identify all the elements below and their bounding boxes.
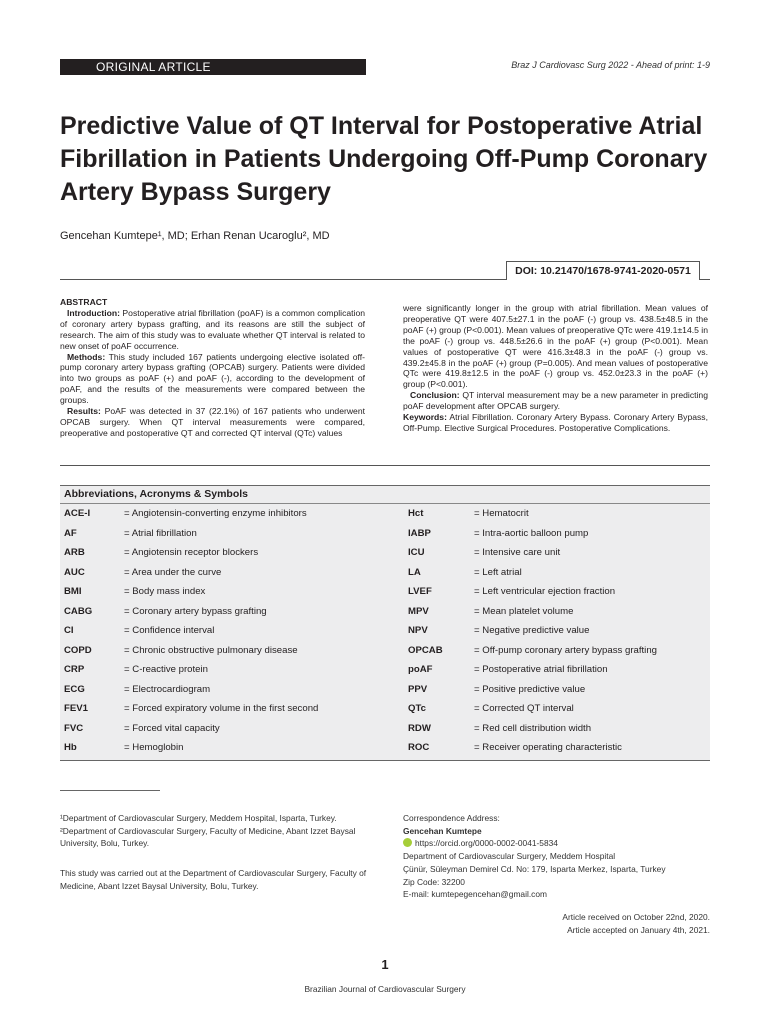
abbreviations-left-list: [64, 504, 394, 758]
abbreviation-row: [64, 660, 394, 680]
abbreviation-definition: = Positive predictive value: [474, 683, 586, 695]
abbreviation-term: ICU: [408, 547, 425, 558]
abbreviation-definition: = C-reactive protein: [124, 664, 208, 675]
abbreviation-row: [408, 602, 708, 622]
correspondence-block: [403, 812, 713, 901]
correspondence-department: Department of Cardiovascular Surgery, Meddem Hospital: [403, 851, 616, 862]
author-list: Gencehan Kumtepe¹, MD; Erhan Renan Ucaroglu², MD: [60, 230, 330, 242]
abbreviation-term: FEV1: [64, 703, 88, 714]
article-dates: [562, 911, 710, 937]
abbreviation-definition: = Chronic obstructive pulmonary disease: [124, 644, 298, 656]
correspondence-email[interactable]: E-mail: kumtepegencehan@gmail.com: [403, 889, 547, 900]
abbreviation-definition: = Negative predictive value: [474, 625, 590, 636]
abbreviation-row: [64, 641, 394, 661]
abstract-conclusion: Conclusion: QT interval measurement may be a new parameter in predicting poAF development after OPCAB surgery.: [403, 390, 708, 412]
abbreviation-row: [408, 660, 708, 680]
abbreviations-heading: Abbreviations, Acronyms & Symbols: [64, 488, 248, 500]
abbreviation-term: LVEF: [408, 586, 432, 597]
abbreviation-row: [408, 641, 708, 661]
abbreviation-term: RDW: [408, 722, 431, 734]
abbreviation-term: AUC: [64, 566, 85, 578]
abbreviation-definition: = Left ventricular ejection fraction: [474, 586, 616, 597]
affiliations: [60, 812, 370, 850]
abbreviation-term: Hct: [408, 508, 424, 519]
abbreviation-definition: = Hemoglobin: [124, 742, 184, 753]
orcid-icon: [403, 838, 412, 847]
title-line: Predictive Value of QT Interval for Postoperative Atrial: [60, 112, 703, 140]
accepted-date: Article accepted on January 4th, 2021.: [567, 925, 710, 935]
abstract-keywords: Keywords: Atrial Fibrillation. Coronary Artery Bypass. Coronary Artery Bypass, Off-Pump. Elective Surgical Procedures. Postoperative Complications.: [403, 412, 708, 433]
affiliation-1: ¹Department of Cardiovascular Surgery, Meddem Hospital, Isparta, Turkey.: [60, 813, 337, 823]
article-type-label: [60, 59, 366, 75]
abbreviation-term: QTc: [408, 703, 426, 714]
abbreviation-term: LA: [408, 566, 421, 578]
doi-link[interactable]: DOI: 10.21470/1678-9741-2020-0571: [506, 261, 700, 280]
abbreviation-term: CI: [64, 625, 74, 636]
abstract-divider: [60, 465, 710, 466]
abbreviation-term: ACE-I: [64, 508, 91, 519]
abbreviation-definition: = Forced vital capacity: [124, 722, 220, 734]
abbreviation-definition: = Area under the curve: [124, 566, 222, 578]
abbreviation-row: [64, 680, 394, 700]
abbreviation-term: CRP: [64, 664, 85, 675]
abbreviations-right-list: [408, 504, 708, 758]
abbreviation-definition: = Atrial fibrillation: [124, 527, 197, 539]
abbreviation-row: [408, 621, 708, 641]
abbreviation-term: poAF: [408, 664, 433, 675]
title-line: Artery Bypass Surgery: [60, 178, 331, 206]
abbreviation-term: MPV: [408, 605, 429, 617]
abbreviation-term: ARB: [64, 547, 85, 558]
abbreviation-row: [64, 699, 394, 719]
orcid-link[interactable]: https://orcid.org/0000-0002-0041-5834: [415, 838, 558, 849]
journal-reference: Braz J Cardiovasc Surg 2022 - Ahead of print: 1-9: [511, 60, 710, 70]
correspondence-address: Çünür, Süleyman Demirel Cd. No: 179, Isparta Merkez, Isparta, Turkey: [403, 863, 666, 874]
abbreviation-row: [64, 563, 394, 583]
abbreviation-row: [408, 719, 708, 739]
correspondence-zip: Zip Code: 32200: [403, 876, 465, 887]
abbreviation-definition: = Corrected QT interval: [474, 703, 574, 714]
abbreviation-term: OPCAB: [408, 644, 443, 656]
affiliation-2: ²Department of Cardiovascular Surgery, Faculty of Medicine, Abant Izzet Baysal University, Bolu, Turkey.: [60, 825, 356, 849]
abbreviation-definition: = Red cell distribution width: [474, 722, 592, 734]
abbreviation-definition: = Confidence interval: [124, 625, 215, 636]
abbreviation-term: COPD: [64, 644, 92, 656]
abbreviation-definition: = Postoperative atrial fibrillation: [474, 664, 608, 675]
abbreviation-row: [408, 738, 708, 758]
abbreviation-definition: = Coronary artery bypass grafting: [124, 605, 267, 617]
abbreviation-term: FVC: [64, 722, 84, 734]
abbreviation-definition: = Left atrial: [474, 566, 522, 578]
abbreviation-definition: = Receiver operating characteristic: [474, 742, 622, 753]
received-date: Article received on October 22nd, 2020.: [562, 912, 710, 922]
abbreviation-term: ROC: [408, 742, 430, 753]
abbreviation-term: NPV: [408, 625, 428, 636]
abbreviation-definition: = Hematocrit: [474, 508, 529, 519]
abstract-results-continued: were significantly longer in the group with atrial fibrillation. Mean values of preoperative QT were 407.5±27.1 in the poAF (-) group vs. 438.5±48.5 in the poAF (+) group (P<0.001). Mean values of preoperative QTc were 419.1±14.5 in the poAF (-) group vs. 448.5±26.6 in the poAF (+) group (P<0.001). Mean values of postoperative QT were 416.3±48.3 in the poAF (-) group vs. 439.2±45.8 in the poAF (+) group (P=0.005). And mean values of postoperative QTc were 419.8±12.5 in the poAF (-) group vs. 452.0±23.3 in the poAF (+) group (P<0.001).: [403, 303, 708, 390]
page-number: 1: [381, 957, 389, 972]
abbreviation-row: [408, 543, 708, 563]
title-line: Fibrillation in Patients Undergoing Off-Pump Coronary: [60, 145, 708, 173]
abstract-left-column: [60, 297, 365, 439]
study-location-note: This study was carried out at the Department of Cardiovascular Surgery, Faculty of Medicine, Abant Izzet Baysal University, Bolu, Turkey.: [60, 868, 367, 891]
correspondence-heading: Correspondence Address:: [403, 813, 500, 823]
article-type-text: ORIGINAL ARTICLE: [96, 60, 211, 74]
abstract-introduction: Introduction: Postoperative atrial fibrillation (poAF) is a common complication of coronary artery bypass grafting, and its reasons are still the subject of research. The aim of this study was to evaluate whether QT interval is related to new onset of poAF occurrence.: [60, 307, 365, 351]
abbreviation-term: PPV: [408, 683, 428, 695]
orcid-line: [403, 837, 713, 850]
abbreviation-definition: = Intra-aortic balloon pump: [474, 527, 589, 539]
abbreviation-term: IABP: [408, 527, 431, 539]
abbreviation-definition: = Forced expiratory volume in the first second: [124, 703, 319, 714]
abbreviation-row: [408, 582, 708, 602]
abbreviation-row: [64, 524, 394, 544]
abbreviation-row: [408, 524, 708, 544]
abstract-methods: Methods: This study included 167 patients undergoing elective isolated off-pump coronary artery bypass grafting (OPCAB) surgery. Patients were divided into two groups as poAF (+) and poAF (-), according to the development of poAF, and the results of the measurements were compared between the groups.: [60, 351, 365, 406]
abbreviation-term: Hb: [64, 742, 77, 753]
abbreviation-row: [408, 699, 708, 719]
footer-journal-name: Brazilian Journal of Cardiovascular Surgery: [304, 984, 466, 994]
abbreviation-term: AF: [64, 527, 77, 539]
abbreviation-row: [64, 602, 394, 622]
abstract-right-column: [403, 303, 708, 434]
abbreviation-definition: = Electrocardiogram: [124, 683, 211, 695]
abbreviation-row: [64, 621, 394, 641]
abbreviation-row: [408, 563, 708, 583]
abbreviation-term: BMI: [64, 586, 82, 597]
abbreviation-row: [408, 504, 708, 524]
abbreviation-row: [408, 680, 708, 700]
abbreviation-definition: = Mean platelet volume: [474, 605, 574, 617]
correspondence-name: Gencehan Kumtepe: [403, 825, 482, 836]
abbreviation-definition: = Angiotensin receptor blockers: [124, 547, 259, 558]
abbreviation-row: [64, 582, 394, 602]
abbreviation-row: [64, 543, 394, 563]
abstract-heading: ABSTRACT: [60, 297, 108, 307]
footnote-divider: [60, 790, 160, 791]
abbreviation-definition: = Off-pump coronary artery bypass grafting: [474, 644, 657, 656]
abbreviation-definition: = Body mass index: [124, 586, 206, 597]
article-title: [60, 110, 720, 209]
abbreviation-definition: = Angiotensin-converting enzyme inhibitors: [124, 508, 307, 519]
abbreviation-row: [64, 504, 394, 524]
abbreviation-term: ECG: [64, 683, 85, 695]
abstract-results: Results: PoAF was detected in 37 (22.1%) of 167 patients who underwent OPCAB surgery. When QT interval measurements were compared, preoperative and postoperative QT and corrected QT interval (QTc) values: [60, 406, 365, 438]
abbreviation-row: [64, 719, 394, 739]
abbreviation-row: [64, 738, 394, 758]
abbreviation-definition: = Intensive care unit: [474, 547, 561, 558]
abbreviation-term: CABG: [64, 605, 93, 617]
